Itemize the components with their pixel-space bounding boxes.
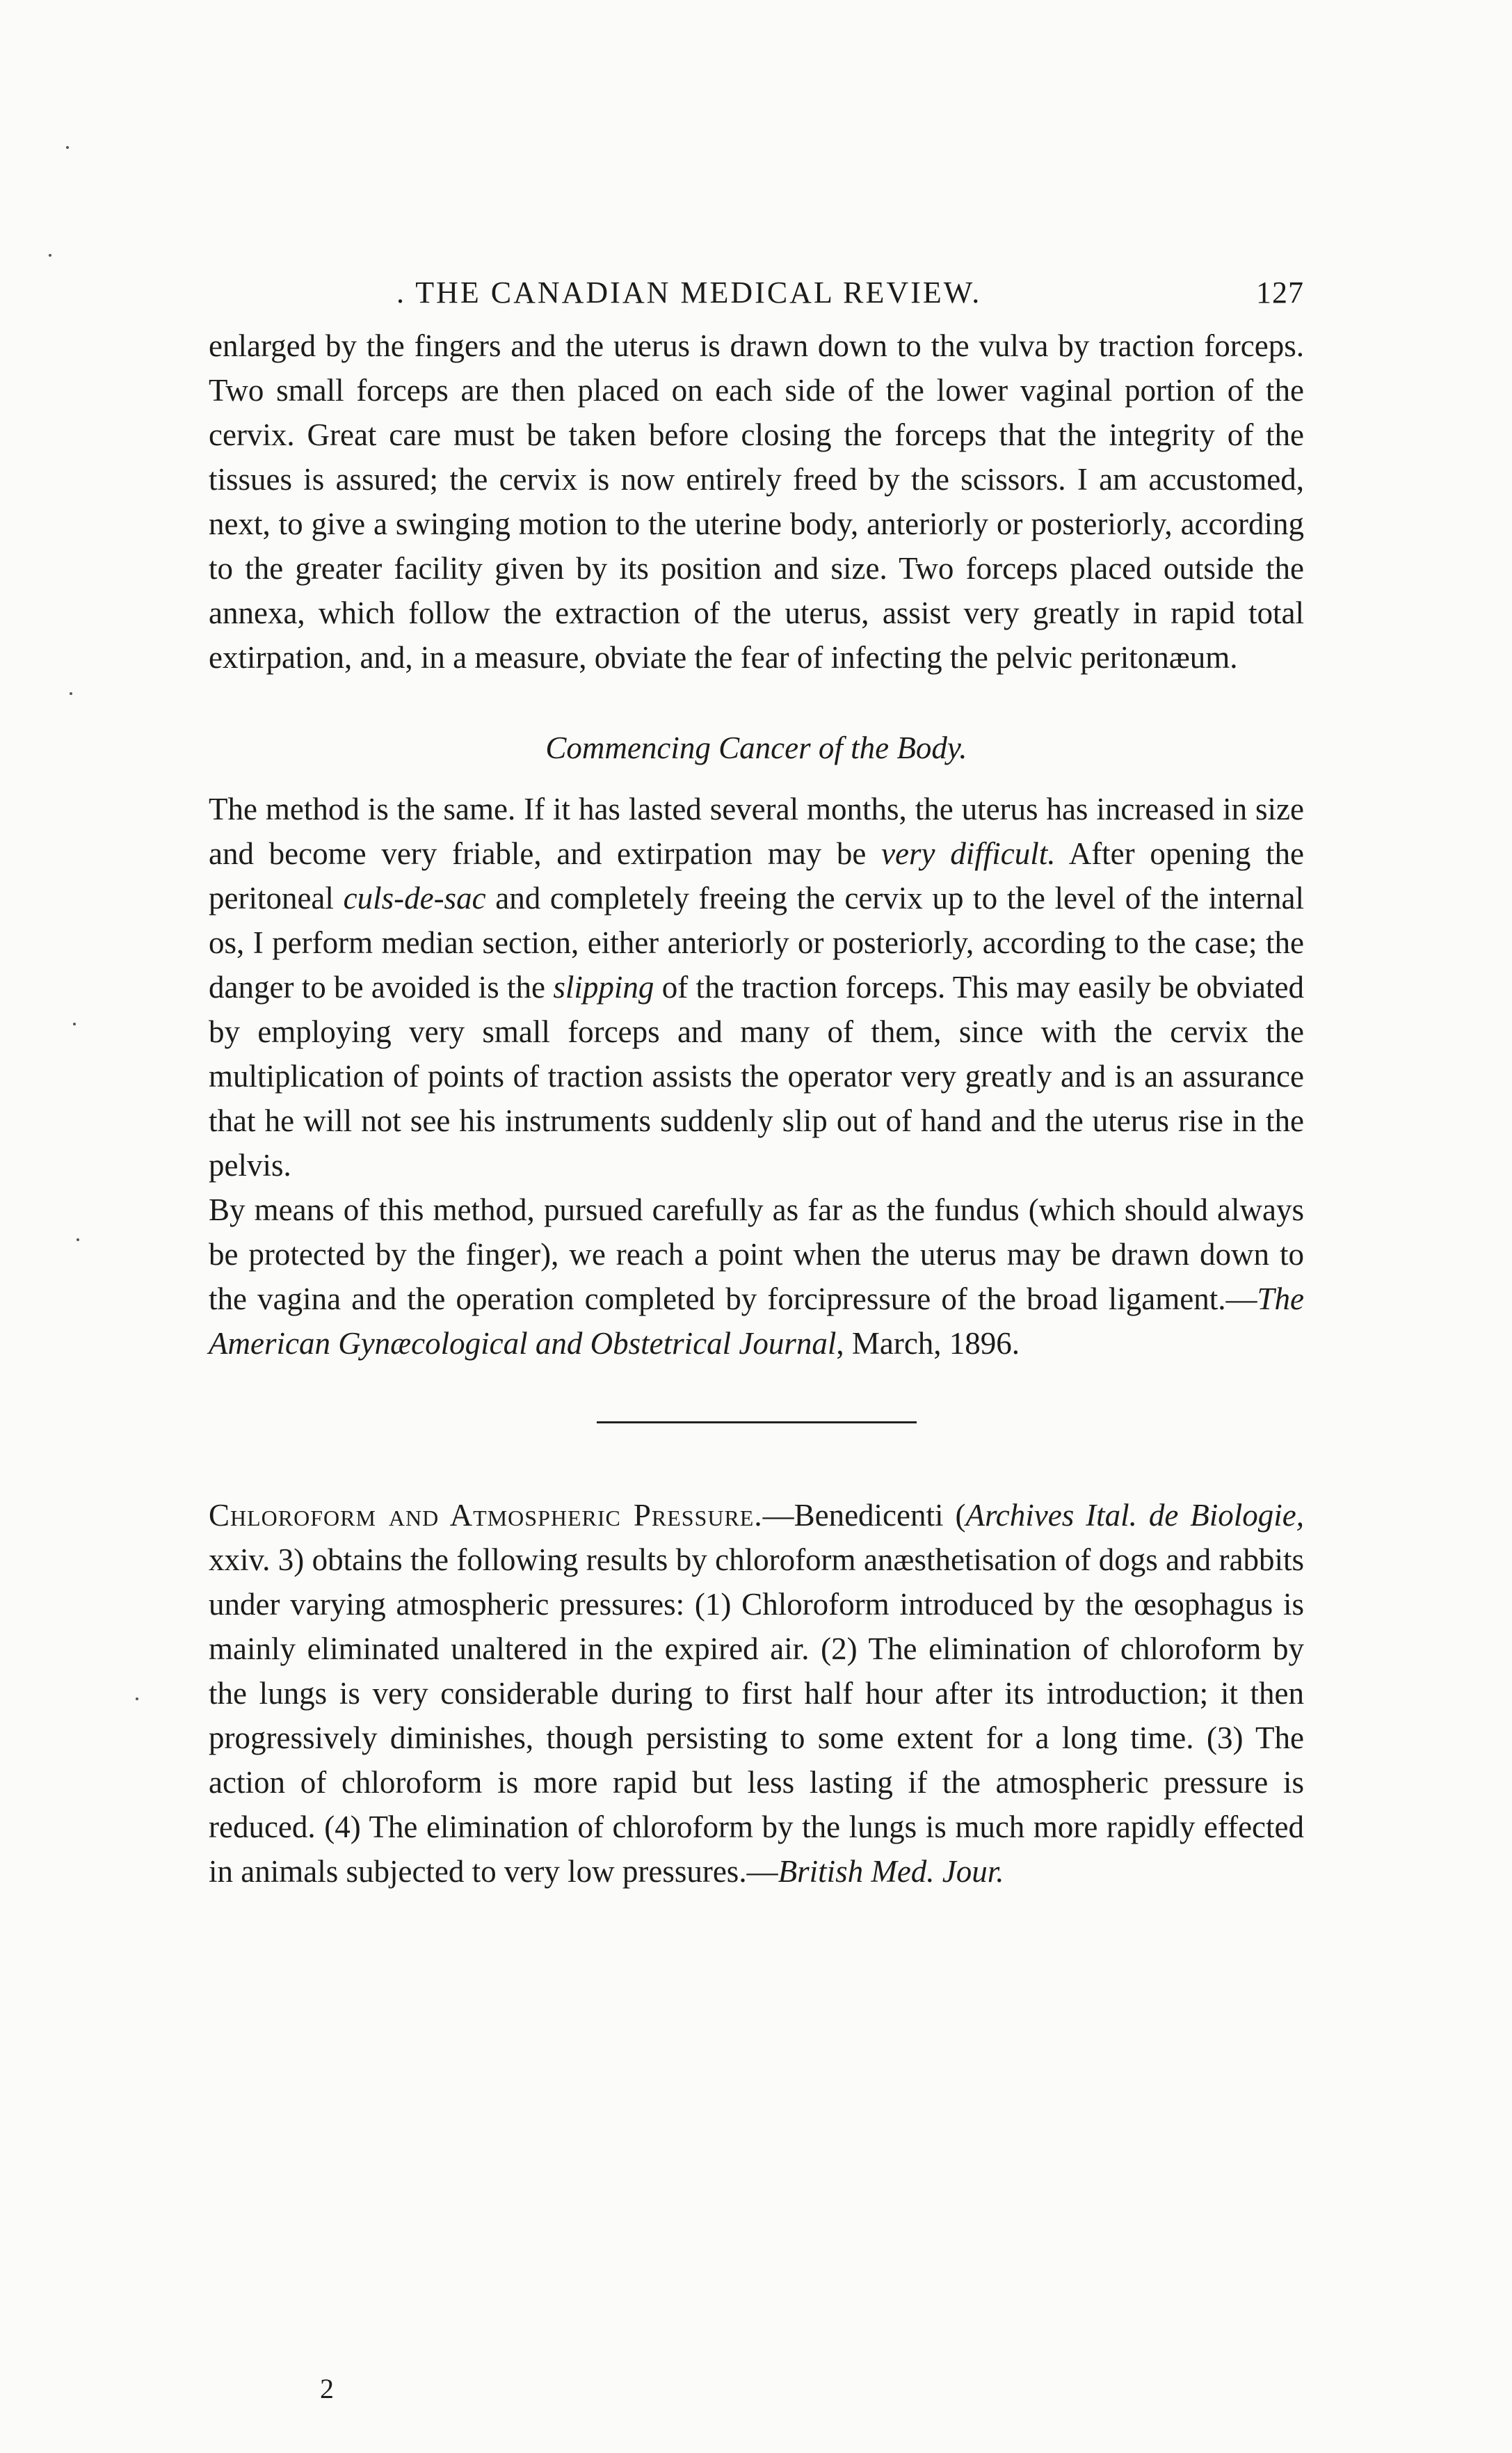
paragraph-3-source: The American Gynæcological and Obstetrical Journal <box>209 1281 1304 1361</box>
section-divider <box>597 1421 917 1423</box>
paragraph-4 <box>209 1493 1304 1894</box>
running-title: . THE CANADIAN MEDICAL REVIEW. <box>396 275 982 310</box>
paragraph-2-text-c: and completely freeing the cervix up to the level of the internal os, I perform median section, either anteriorly or posteriorly, according to the case; the danger to be avoided is the <box>209 881 1305 1005</box>
paragraph-4-heading: Chloroform and Atmospheric Pressure. <box>209 1498 763 1533</box>
section-title: Commencing Cancer of the Body. <box>545 730 967 765</box>
margin-speck <box>70 692 72 695</box>
paragraph-3-text-a: By means of this method, pursued carefully as far as the fundus (which should always be protected by the finger), we reach a point when the uterus may be drawn down to the vagina and the operation completed by forcipressure of the broad ligament.— <box>209 1192 1304 1316</box>
margin-speck <box>66 146 69 149</box>
paragraph-2-text-b: After opening the peritoneal <box>209 836 1305 916</box>
paragraph-1: enlarged by the fingers and the uterus is drawn down to the vulva by traction forceps. Two small forceps are then placed on each side of the lower vaginal portion of the cervix. Great care must be taken before closing the forceps that the integrity of the tissues is assured; the cervix is now entirely freed by the scissors. I am accustomed, next, to give a swinging motion to the uterine body, anteriorly or posteriorly, according to the greater facility given by its position and size. Two forceps placed outside the annexa, which follow the extraction of the uterus, assist very greatly in rapid total extirpation, and, in a measure, obviate the fear of infecting the pelvic peritonæum. <box>209 328 1304 675</box>
page-number: 127 <box>1256 275 1304 310</box>
margin-speck <box>136 1697 138 1700</box>
paragraph-2-italic-c: slipping <box>553 970 654 1005</box>
paragraph-3 <box>209 1188 1304 1366</box>
paragraph-2-text-a: The method is the same. If it has lasted several months, the uterus has increased in size and become very friable, and extirpation may be <box>209 792 1304 871</box>
paragraph-2-italic-b: culs-de-sac <box>343 881 486 916</box>
margin-speck <box>77 1238 79 1241</box>
signature-mark: 2 <box>320 2373 334 2404</box>
paragraph-4-text-a: —Benedicenti ( <box>762 1498 966 1533</box>
paragraph-2-italic-a: very difficult. <box>881 836 1056 871</box>
paragraph-2 <box>209 787 1304 1188</box>
page <box>209 275 1304 1894</box>
running-header <box>209 275 1304 323</box>
margin-speck <box>49 254 51 257</box>
paragraph-4-journal: British Med. Jour. <box>778 1854 1004 1889</box>
paragraph-4-source: Archives Ital. de Biologie, <box>965 1498 1304 1533</box>
paragraph-2-text-d: of the traction forceps. This may easily be obviated by employing very small forceps and many of them, since with the cervix the multiplication of points of traction assists the operator very greatly and is an assurance that he will not see his instruments suddenly slip out of hand and the uterus rise in the pelvis. <box>209 970 1304 1183</box>
paragraph-3-text-b: , March, 1896. <box>836 1326 1020 1361</box>
paragraph-4-text-b: xxiv. 3) obtains the following results by chloroform anæsthetisation of dogs and rabbits under varying atmospheric pressures: (1) Chloroform introduced by the œsophagus is mainly eliminated unaltered in the expired air. (2) The elimination of chloroform by the lungs is very considerable during to first half hour after its introduction; it then progressively diminishes, though persisting to some extent for a long time. (3) The action of chloroform is more rapid but less lasting if the atmospheric pressure is reduced. (4) The elimination of chloroform by the lungs is much more rapidly effected in animals subjected to very low pressures.— <box>209 1542 1304 1889</box>
margin-speck <box>73 1023 76 1025</box>
